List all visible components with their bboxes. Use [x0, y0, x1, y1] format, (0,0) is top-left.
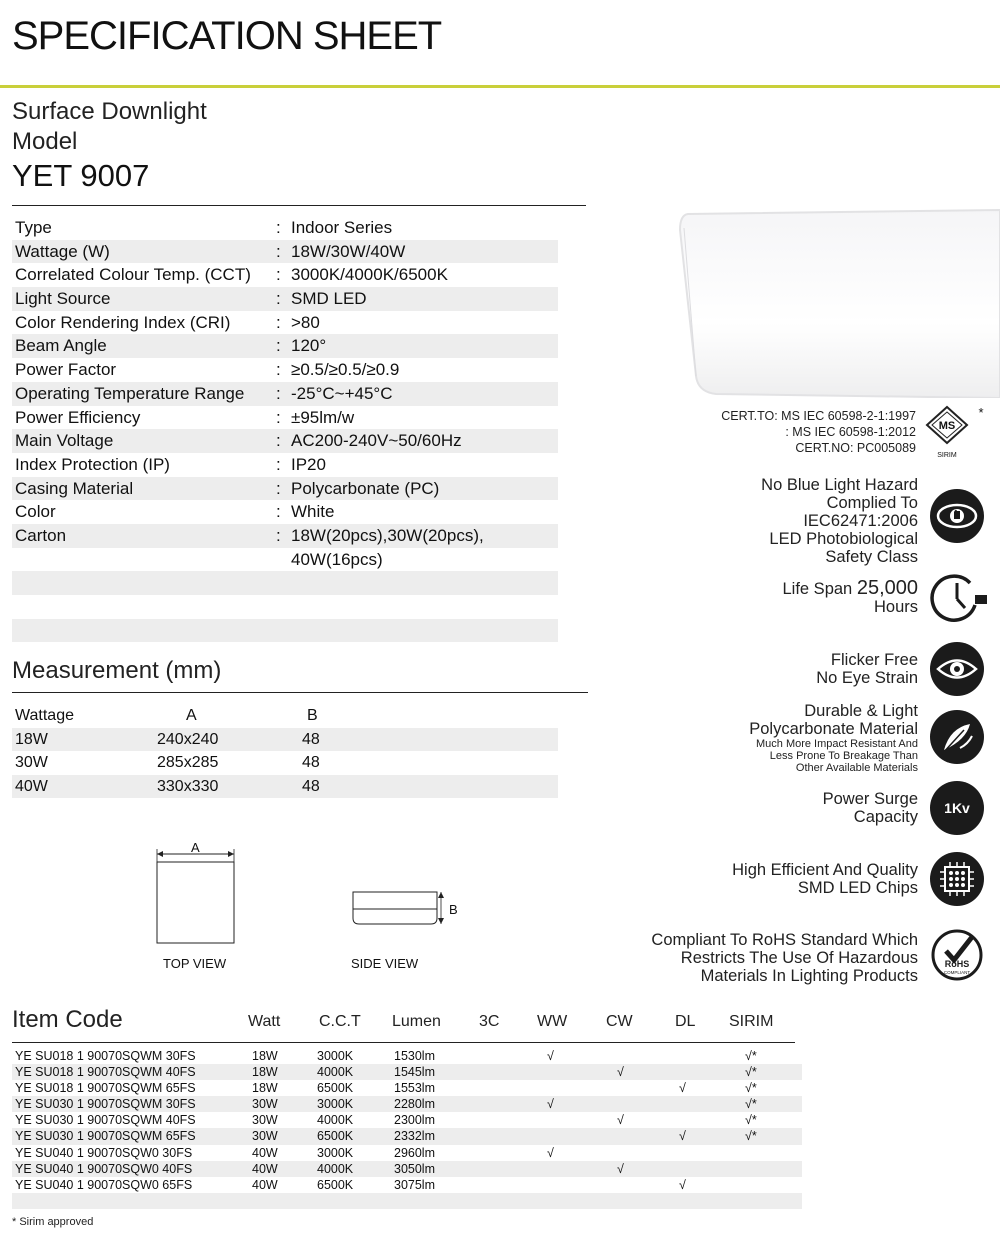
table-row: YE SU040 1 90070SQW0 40FS 40W 4000K 3050lm √: [12, 1161, 802, 1177]
spec-row: Index Protection (IP) : IP20: [15, 454, 326, 474]
certification-text: CERT.TO: MS IEC 60598-2-1:1997 : MS IEC 60598-1:2012 CERT.NO: PC005089: [721, 409, 916, 455]
measurement-title: Measurement (mm): [12, 657, 222, 684]
measurement-table: [12, 704, 558, 798]
table-row: YE SU040 1 90070SQW0 30FS 40W 3000K 2960lm √: [15, 1145, 554, 1160]
dimension-a-label: A: [191, 840, 200, 855]
table-row: YE SU030 1 90070SQWM 40FS 30W 4000K 2300lm √ √*: [15, 1113, 757, 1128]
dimension-b-label: B: [449, 902, 458, 917]
column-header: C.C.T: [319, 1013, 361, 1030]
svg-text:SIRIM: SIRIM: [937, 452, 957, 459]
item-code-table: [12, 1048, 802, 1209]
feature-chips: High Efficient And Quality SMD LED Chips: [732, 861, 918, 897]
table-row: YE SU018 1 90070SQWM 65FS 18W 6500K 1553lm √ √*: [15, 1081, 757, 1096]
table-row: YE SU030 1 90070SQWM 65FS 30W 6500K 2332lm √ √*: [12, 1128, 802, 1144]
measurement-header: Wattage A B: [15, 707, 318, 724]
feature-rohs: Compliant To RoHS Standard Which Restricts The Use Of Hazardous Materials In Lighting Products: [651, 931, 918, 985]
product-category: Surface Downlight: [12, 98, 207, 125]
spec-row-empty: [12, 595, 558, 619]
column-header: 3C: [479, 1013, 500, 1030]
svg-text:MS: MS: [938, 420, 956, 432]
rohs-compliant-icon: [930, 927, 984, 981]
side-view-label: SIDE VIEW: [351, 956, 419, 971]
feature-lifespan: Life Span 25,000 Hours: [782, 577, 918, 616]
model-label: Model: [12, 128, 78, 155]
spec-row: Color : White: [15, 502, 335, 522]
table-row: YE SU040 1 90070SQW0 65FS 40W 6500K 3075lm √: [15, 1177, 686, 1192]
top-view-label: TOP VIEW: [163, 956, 227, 971]
spec-row: Power Factor : ≥0.5/≥0.5/≥0.9: [15, 360, 400, 380]
column-header: WW: [537, 1013, 568, 1030]
item-code-divider: [12, 1042, 795, 1043]
led-chip-icon: [930, 852, 984, 906]
ms-certification-logo: [925, 405, 985, 463]
spec-row: Correlated Colour Temp. (CCT) : 3000K/4000K/6500K: [15, 265, 448, 285]
spec-row: Type : Indoor Series: [15, 218, 393, 237]
feather-icon: [930, 710, 984, 764]
eye-thumbs-up-icon: [930, 489, 984, 543]
svg-text:1Kv: 1Kv: [944, 800, 970, 816]
spec-divider: [12, 205, 586, 206]
feature-blue-light: No Blue Light Hazard Complied To IEC62471:2006 LED Photobiological Safety Class: [761, 476, 918, 566]
spec-row: Main Voltage : AC200-240V~50/60Hz: [12, 429, 558, 453]
spec-row: Wattage (W) : 18W/30W/40W: [12, 240, 558, 264]
spec-row: Light Source : SMD LED: [12, 287, 558, 311]
page-title: SPECIFICATION SHEET: [12, 14, 442, 58]
model-code: YET 9007: [12, 158, 150, 193]
surge-badge: [930, 781, 984, 835]
spec-row: Casing Material : Polycarbonate (PC): [12, 477, 558, 501]
feature-durable: Durable & Light Polycarbonate Material Much More Impact Resistant And Less Prone To Breakage Than Other Available Materials: [749, 702, 918, 774]
spec-row-empty: [12, 571, 558, 595]
column-header: SIRIM: [729, 1013, 774, 1030]
measurement-row: 18W 240x240 48: [12, 728, 558, 752]
column-header: Watt: [248, 1013, 281, 1030]
svg-text:*: *: [978, 405, 984, 420]
measurement-row: 30W 285x285 48: [15, 754, 320, 771]
spec-row: Operating Temperature Range : -25°C~+45°C: [12, 382, 558, 406]
spec-row: Carton : 18W(20pcs),30W(20pcs),: [12, 524, 558, 548]
spec-row: Power Efficiency : ±95lm/w: [15, 407, 355, 427]
svg-text:RoHS: RoHS: [944, 959, 970, 969]
spec-table: [12, 216, 558, 642]
product-photo: [676, 208, 1000, 398]
eye-icon: [930, 642, 984, 696]
item-code-header: [12, 1006, 802, 1042]
table-row: YE SU018 1 90070SQWM 40FS 18W 4000K 1545lm √ √*: [12, 1064, 802, 1080]
spec-row: 40W(16pcs): [291, 549, 383, 569]
clock-icon: [930, 571, 984, 625]
footnote: * Sirim approved: [12, 1216, 94, 1228]
table-row-empty: [12, 1193, 802, 1209]
table-row: YE SU018 1 90070SQWM 30FS 18W 3000K 1530lm √ √*: [15, 1049, 757, 1063]
measurement-divider: [12, 692, 588, 693]
column-header: DL: [675, 1013, 696, 1030]
column-header: Lumen: [392, 1013, 441, 1030]
table-row: YE SU030 1 90070SQWM 30FS 30W 3000K 2280lm √ √*: [12, 1096, 802, 1112]
item-code-title: Item Code: [12, 1006, 123, 1033]
feature-flicker: Flicker Free No Eye Strain: [816, 651, 918, 687]
measurement-row: 40W 330x330 48: [12, 775, 558, 799]
title-divider: [0, 85, 1000, 88]
column-header: CW: [606, 1013, 633, 1030]
spec-row-empty: [12, 619, 558, 643]
svg-text:COMPLIANT: COMPLIANT: [943, 970, 971, 975]
spec-row: Color Rendering Index (CRI) : >80: [15, 312, 320, 332]
spec-row: Beam Angle : 120°: [12, 334, 558, 358]
dimension-diagram: [150, 838, 470, 978]
feature-surge: Power Surge Capacity: [822, 790, 918, 826]
